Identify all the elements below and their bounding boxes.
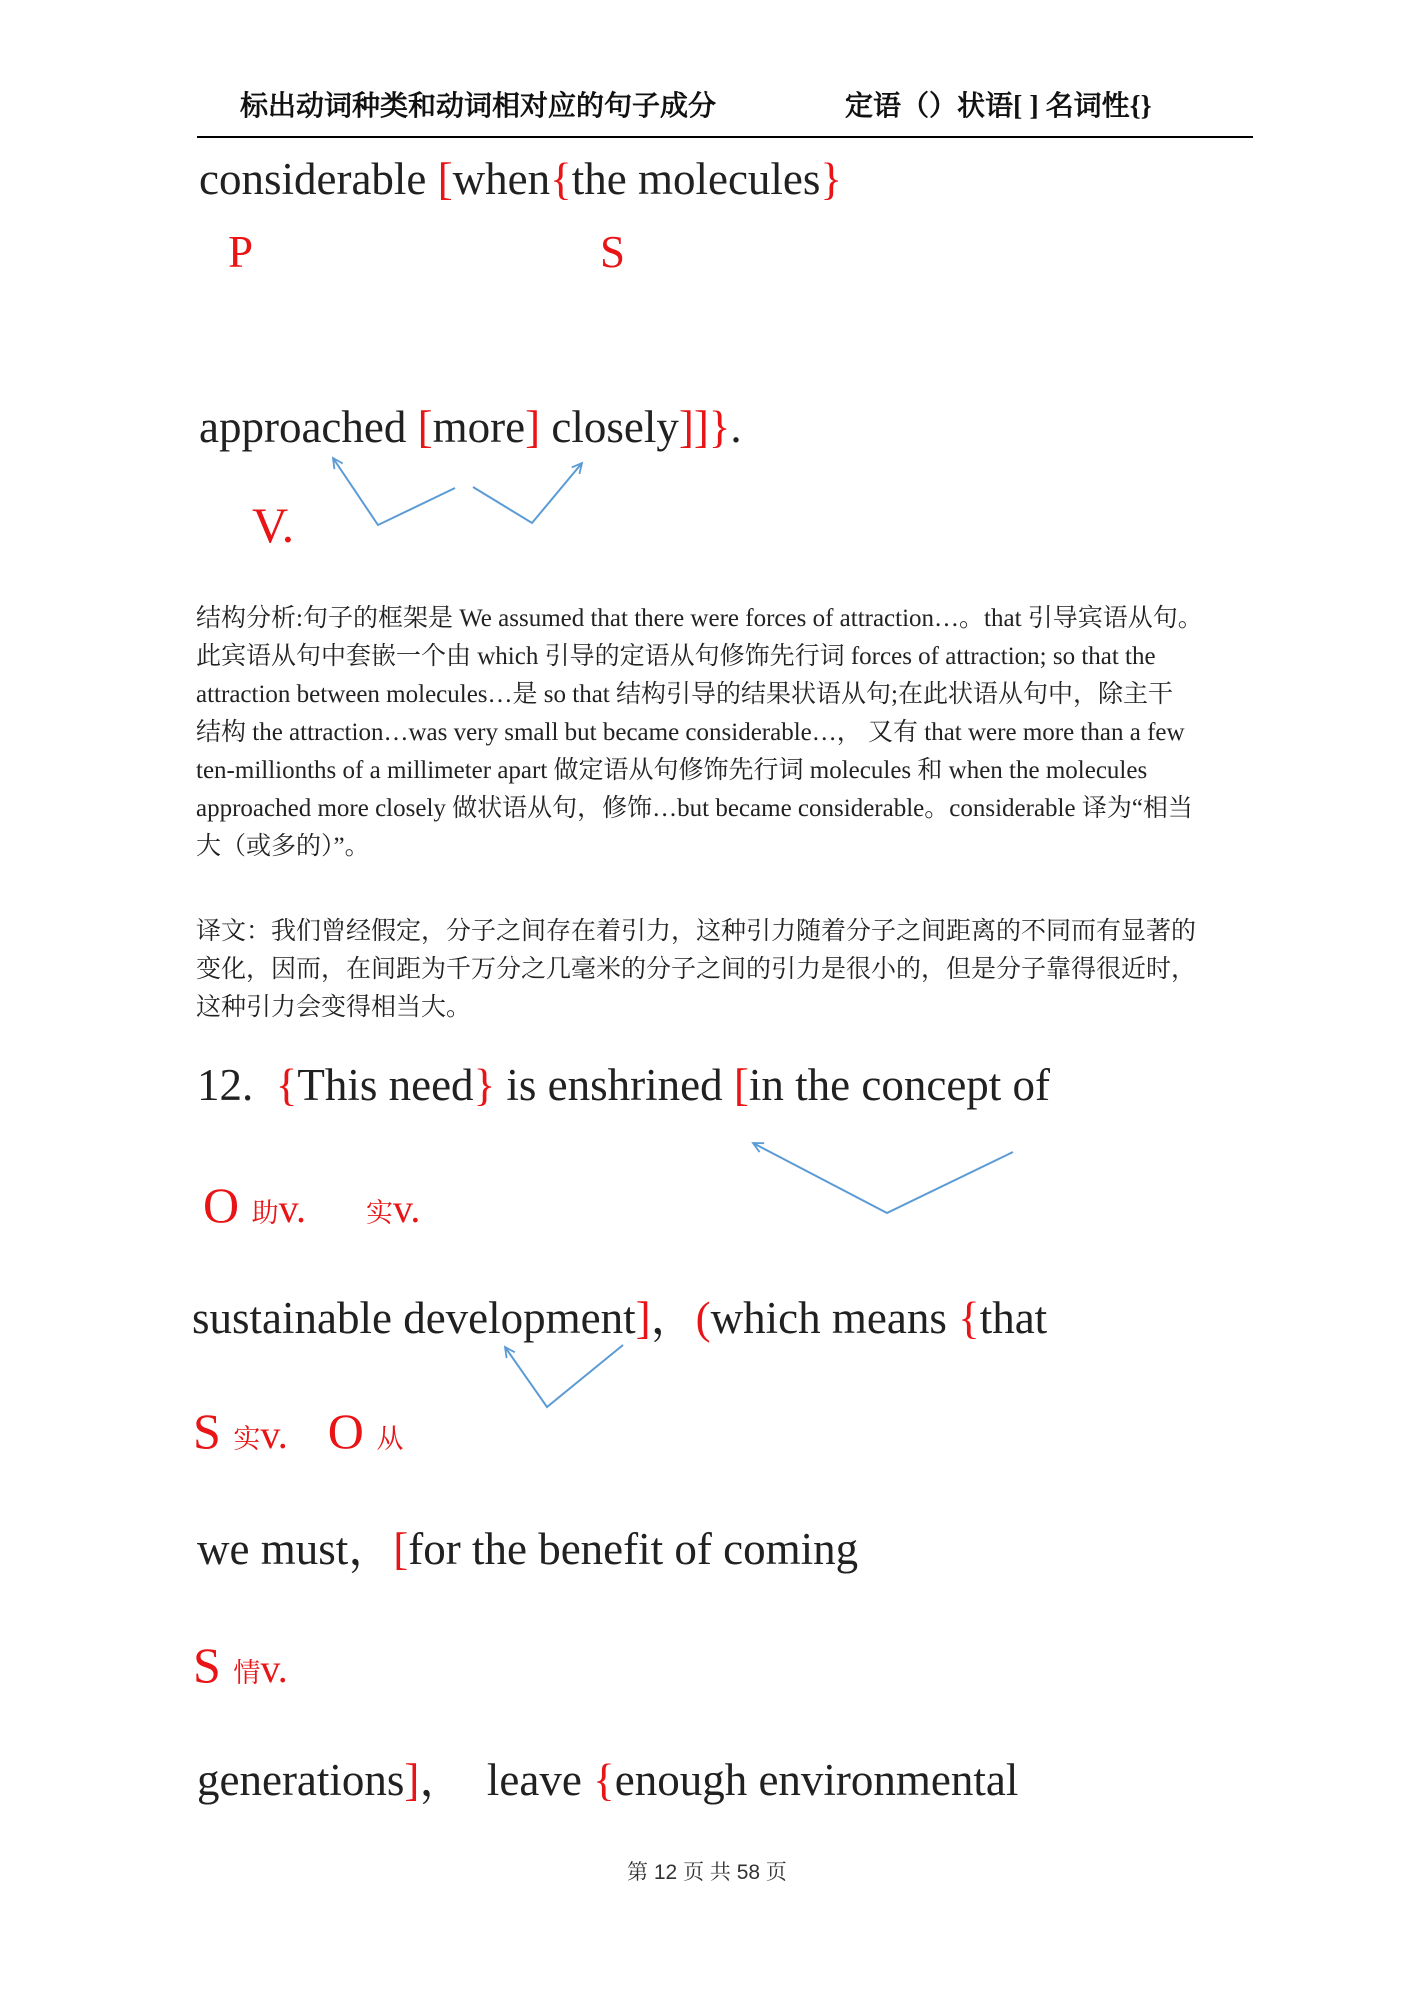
structure-analysis-paragraph [196,600,1203,866]
bracket-or-label-segment: 实 [366,1198,394,1228]
arrow-to-closely [473,463,582,523]
text-segment: . [730,402,742,452]
bracket-or-label-segment: v. [393,1186,421,1231]
bracket-or-label-segment: [ [417,402,433,452]
text-segment: more [432,402,526,452]
page-number-footer: 第 12 页 共 58 页 [627,1861,787,1884]
text-segment: approached [199,402,418,452]
bracket-or-label-segment: [ [733,1060,749,1110]
text-segment: in the concept of [748,1060,1051,1110]
paragraph-line: 大（或多的）”。 [196,833,370,860]
header-divider-rule [197,136,1253,138]
sentence12-annotation3 [193,1636,288,1694]
bracket-or-label-segment: ] [525,402,541,452]
bracket-or-label-segment: ]]} [678,402,731,452]
text-segment: when [452,154,551,204]
paragraph-line: approached more closely 做状语从句，修饰…but became considerable。considerable 译为“相当 [196,795,1193,822]
header-left-title: 标出动词种类和动词相对应的句子成分 [240,91,717,122]
arrow-to-approached [333,458,455,525]
text-segment: the molecules [571,154,821,204]
grammar-label-s: S [600,227,626,277]
bracket-or-label-segment: [ [437,154,453,204]
bracket-or-label-segment: v. [260,1646,288,1691]
translation-paragraph [196,913,1196,1027]
bracket-or-label-segment: O [203,1177,252,1233]
text-segment: 12. [197,1060,276,1110]
text-segment: that [979,1293,1048,1343]
arrow-to-enshrined [753,1143,1013,1213]
text-segment: generations [197,1755,405,1805]
bracket-or-label-segment: ] [404,1755,420,1805]
sentence11-line1 [199,150,842,208]
sentence12-annotation2 [193,1402,403,1460]
bracket-or-label-segment: { [275,1060,298,1110]
text-segment: This need [297,1060,474,1110]
bracket-or-label-segment [288,1412,328,1457]
bracket-or-label-segment: S [193,1403,234,1459]
bracket-or-label-segment: v. [260,1412,288,1457]
paragraph-line: ten-millionths of a millimeter apart 做定语从句修饰先行词 molecules 和 when the molecules [196,757,1148,784]
bracket-or-label-segment: } [473,1060,496,1110]
bracket-or-label-segment: v. [278,1186,307,1231]
grammar-label-p: P [228,227,254,277]
bracket-or-label-segment: ( [695,1293,711,1343]
bracket-or-label-segment: 从 [376,1424,404,1454]
sentence12-line2 [192,1289,1047,1347]
paragraph-line: 变化，因而，在间距为千万分之几毫米的分子之间的引力是很小的，但是分子靠得很近时， [196,956,1197,983]
sentence12-line1 [197,1056,1050,1114]
bracket-or-label-segment: [ [393,1524,409,1574]
paragraph-line: 此宾语从句中套嵌一个由 which 引导的定语从句修饰先行词 forces of attraction; so that the [196,643,1156,670]
text-segment: sustainable development [192,1293,636,1343]
bracket-or-label-segment: 情 [233,1658,261,1688]
bracket-or-label-segment: 助 [251,1198,279,1228]
bracket-or-label-segment: { [550,154,572,204]
bracket-or-label-segment [306,1186,366,1231]
sentence11-line2 [199,398,742,456]
paragraph-line: 这种引力会变得相当大。 [196,994,472,1021]
text-segment: ， [650,1293,696,1343]
text-segment: closely [540,402,679,452]
grammar-label-v: V. [252,497,295,553]
bracket-or-label-segment: 实 [233,1424,261,1454]
text-segment: is enshrined [495,1060,734,1110]
paragraph-line: 结构 the attraction…was very small but became considerable…， 又有 that were more than a few [196,719,1185,746]
sentence12-line3 [197,1520,858,1578]
text-segment: enough environmental [614,1755,1019,1805]
bracket-or-label-segment: S [193,1637,234,1693]
text-segment: for the benefit of coming [408,1524,859,1574]
bracket-or-label-segment: ] [635,1293,651,1343]
arrow-to-development [505,1345,623,1407]
bracket-or-label-segment: { [593,1755,615,1805]
text-segment: ， leave [419,1755,594,1805]
header-right-legend: 定语（）状语[ ] 名词性{} [845,91,1152,122]
paragraph-line: attraction between molecules…是 so that 结构引导的结果状语从句;在此状语从句中，除主干 [196,681,1173,708]
text-segment: which means [710,1293,959,1343]
paragraph-line: 译文：我们曾经假定，分子之间存在着引力，这种引力随着分子之间距离的不同而有显著的 [196,918,1197,945]
paragraph-line: 结构分析:句子的框架是 We assumed that there were forces of attraction…。that 引导宾语从句。 [196,605,1203,632]
bracket-or-label-segment: O [327,1403,377,1459]
bracket-or-label-segment: { [958,1293,980,1343]
sentence12-line4 [197,1751,1018,1809]
text-segment: we must， [197,1524,394,1574]
bracket-or-label-segment: } [820,154,843,204]
text-segment: considerable [199,154,438,204]
sentence12-annotation1 [203,1176,420,1234]
